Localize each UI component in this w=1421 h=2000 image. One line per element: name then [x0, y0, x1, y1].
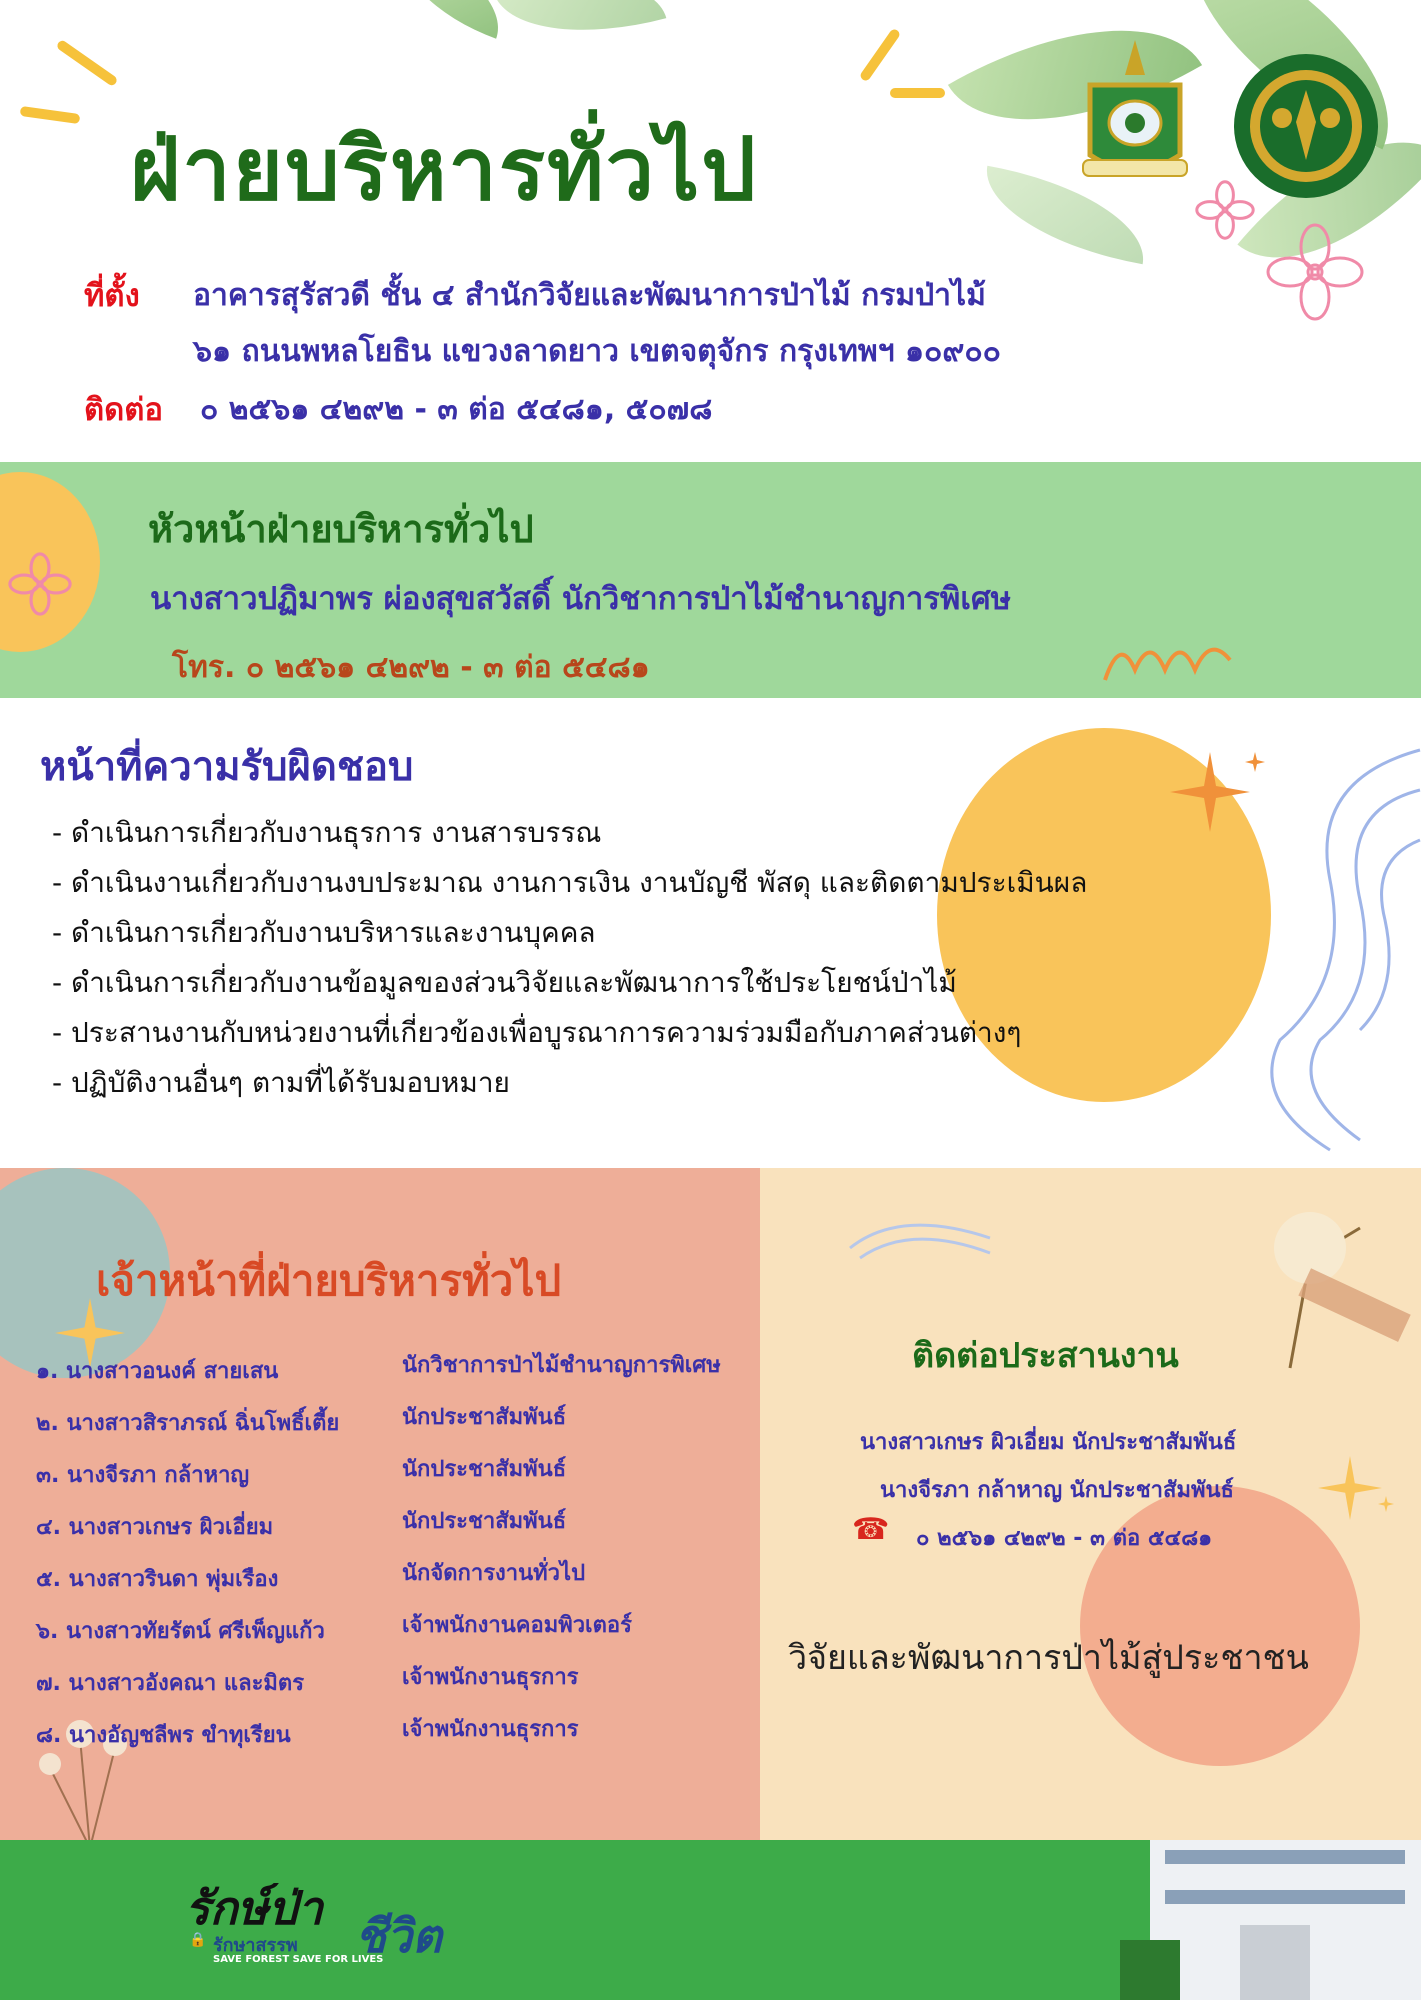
building-image [1120, 1840, 1421, 2000]
sunray-decoration [20, 106, 81, 124]
staff-name: ๓. นางจีรภา กล้าหาญ [36, 1463, 250, 1488]
contour-lines-decoration [840, 1208, 1000, 1268]
logo-tagline: SAVE FOREST SAVE FOR LIVES [213, 1954, 384, 1965]
head-title: หัวหน้าฝ่ายบริหารทั่วไป [148, 507, 534, 551]
staff-name: ๒. นางสาวสิราภรณ์ ฉิ่นโพธิ์เตี้ย [36, 1411, 340, 1436]
sunray-decoration [890, 88, 945, 98]
staff-position: เจ้าพนักงานธุรการ [402, 1717, 579, 1742]
contact-label: ติดต่อ [84, 392, 164, 428]
staff-position: นักจัดการงานทั่วไป [402, 1561, 586, 1586]
slogan: วิจัยและพัฒนาการป่าไม้สู่ประชาชน [788, 1638, 1309, 1678]
leaf-decoration [494, 0, 667, 60]
staff-position: เจ้าพนักงานคอมพิวเตอร์ [402, 1613, 632, 1638]
head-name: นางสาวปฏิมาพร ผ่องสุขสวัสดิ์ นักวิชาการป่าไม้ชำนาญการพิเศษ [150, 581, 1012, 617]
head-phone: โทร. ๐ ๒๕๖๑ ๔๒๙๒ - ๓ ต่อ ๕๔๘๑ [172, 650, 650, 685]
flower-outline-icon [1265, 222, 1365, 322]
duty-item: - ดำเนินการเกี่ยวกับงานธุรการ งานสารบรรณ [52, 816, 602, 849]
staff-name: ๔. นางสาวเกษร ผิวเอี่ยม [36, 1515, 274, 1540]
staff-position: เจ้าพนักงานธุรการ [402, 1665, 579, 1690]
staff-name: ๑. นางสาวอนงค์ สายเสน [36, 1359, 279, 1384]
duties-title: หน้าที่ความรับผิดชอบ [40, 744, 414, 790]
logo-main-text: รักษ์ป่า [185, 1881, 323, 1935]
duty-item: - ปฏิบัติงานอื่นๆ ตามที่ได้รับมอบหมาย [52, 1066, 510, 1099]
lock-icon: 🔒 [189, 1932, 207, 1948]
staff-names-list [36, 1346, 339, 1762]
logo-secondary-text: ชีวิต [355, 1909, 442, 1963]
staff-name: ๖. นางสาวทัยรัตน์ ศรีเพ็ญแก้ว [36, 1619, 325, 1644]
location-line-2: ๖๑ ถนนพหลโยธิน แขวงลาดยาว เขตจตุจักร กรุงเทพฯ ๑๐๙๐๐ [193, 334, 1001, 369]
scribble-decoration [1100, 630, 1240, 690]
staff-name: ๗. นางสาวอังคณา และมิตร [36, 1671, 305, 1696]
staff-positions-list [402, 1340, 721, 1756]
flower-outline-icon [1195, 180, 1255, 240]
staff-name: ๘. นางอัญชลีพร ขำทุเรียน [36, 1723, 291, 1748]
sunray-decoration [859, 28, 902, 83]
duty-item: - ดำเนินงานเกี่ยวกับงานงบประมาณ งานการเงิน งานบัญชี พัสดุ และติดตามประเมินผล [52, 866, 1088, 899]
staff-position: นักประชาสัมพันธ์ [402, 1405, 567, 1430]
location-line-1: อาคารสุรัสวดี ชั้น ๔ สำนักวิจัยและพัฒนาการป่าไม้ กรมป่าไม้ [193, 278, 986, 313]
logo-sub-text: รักษาสรรพ [213, 1935, 298, 1956]
staff-name: ๕. นางสาวรินดา พุ่มเรือง [36, 1567, 279, 1592]
sparkle-icon [1318, 1448, 1398, 1528]
location-label: ที่ตั้ง [84, 278, 140, 314]
duty-item: - ประสานงานกับหน่วยงานที่เกี่ยวข้องเพื่อบูรณาการความร่วมมือกับภาคส่วนต่างๆ [52, 1016, 1022, 1049]
provincial-seal-icon [1075, 35, 1195, 195]
sunray-decoration [55, 39, 118, 87]
duty-item: - ดำเนินการเกี่ยวกับงานบริหารและงานบุคคล [52, 916, 596, 949]
duty-item: - ดำเนินการเกี่ยวกับงานข้อมูลของส่วนวิจัยและพัฒนาการใช้ประโยชน์ป่าไม้ [52, 966, 957, 999]
staff-position: นักประชาสัมพันธ์ [402, 1509, 567, 1534]
royal-forest-department-seal-icon [1232, 52, 1380, 200]
save-forest-logo [185, 1872, 442, 1972]
flower-outline-icon [8, 552, 72, 616]
header-section [0, 0, 1421, 462]
staff-title: เจ้าหน้าที่ฝ่ายบริหารทั่วไป [96, 1256, 562, 1305]
contact-phone: ๐ ๒๕๖๑ ๔๒๙๒ - ๓ ต่อ ๕๔๘๑ [916, 1526, 1213, 1551]
staff-position: นักประชาสัมพันธ์ [402, 1457, 567, 1482]
leaf-decoration [383, 0, 516, 39]
page-title: ฝ่ายบริหารทั่วไป [130, 120, 758, 220]
contour-lines-decoration [1270, 740, 1421, 1160]
contact-person-2: นางจีรภา กล้าหาญ นักประชาสัมพันธ์ [880, 1478, 1234, 1503]
staff-position: นักวิชาการป่าไม้ชำนาญการพิเศษ [402, 1353, 721, 1378]
contact-person-1: นางสาวเกษร ผิวเอี่ยม นักประชาสัมพันธ์ [860, 1430, 1237, 1455]
telephone-icon: ☎ [852, 1512, 890, 1547]
contact-number: ๐ ๒๕๖๑ ๔๒๙๒ - ๓ ต่อ ๕๔๘๑, ๕๐๗๘ [200, 392, 713, 427]
sparkle-icon [1170, 742, 1270, 842]
duties-list [52, 808, 1087, 1108]
contact-title: ติดต่อประสานงาน [912, 1336, 1179, 1376]
